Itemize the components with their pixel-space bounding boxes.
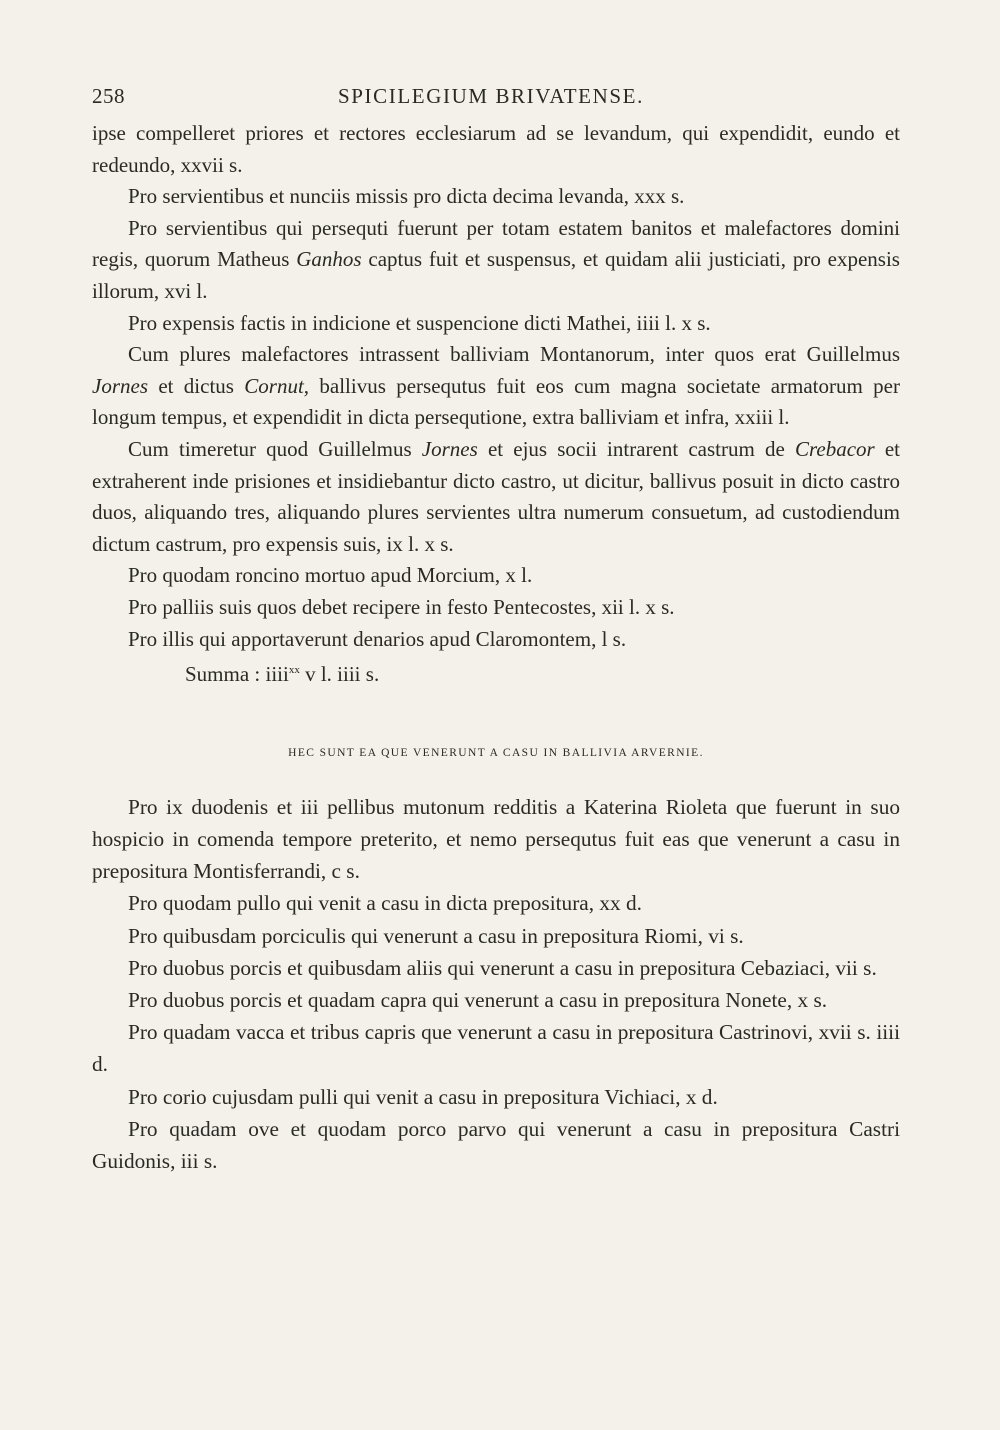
text-run: ballivus persequtus fuit eos cum magna societate armatorum per longum tempus, et expendidit in dicta persequtione, extra balliviam et infra, xxiii l. xyxy=(92,373,900,430)
text-run: Pro quadam ove et quodam porco parvo qui venerunt a casu in prepositura Castri Guidonis, iii s. xyxy=(92,1116,900,1173)
text-run: Pro duobus porcis et quibusdam aliis qui venerunt a casu in prepositura Cebaziaci, vii s. xyxy=(128,955,877,980)
text-run: ipse compelleret priores et rectores ecclesiarum ad se levandum, qui expendidit, eundo et redeundo, xxvii s. xyxy=(92,121,900,177)
italic-name: Crebacor xyxy=(794,436,875,461)
text-run: Pro quadam vacca et tribus capris que venerunt a casu in prepositura Castrinovi, xvii s. iiii d. xyxy=(92,1020,900,1077)
text-run: Pro corio cujusdam pulli qui venit a casu in prepositura Vichiaci, x d. xyxy=(128,1084,718,1109)
summa-line xyxy=(92,655,900,691)
casual-receipts-entries xyxy=(92,791,900,1177)
text-run: captus fuit et suspensus, et quidam alii justiciati, pro expensis illorum, xvi l. xyxy=(92,247,900,303)
text-run: Pro servientibus et nunciis missis pro dicta decima levanda, xxx s. xyxy=(128,184,685,209)
paragraph xyxy=(92,181,900,213)
paragraph xyxy=(92,308,900,340)
text-run: Cum plures malefactores intrassent balliviam Montanorum, inter quos erat Guillelmus xyxy=(128,342,900,367)
text-run: Pro palliis suis quos debet recipere in festo Pentecostes, xii l. x s. xyxy=(128,594,675,619)
paragraph xyxy=(92,339,900,434)
text-run: Cum timeretur quod Guillelmus xyxy=(128,436,422,461)
paragraph xyxy=(92,560,900,592)
text-run: Pro illis qui apportaverunt denarios apud Claromontem, l s. xyxy=(128,626,627,651)
page-header xyxy=(92,80,900,112)
paragraph xyxy=(92,920,900,952)
text-run: et extraherent inde prisiones et insidiebantur dicto castro, ut dicitur, ballivus posuit in dicto castro duos, aliquando tres, aliquando plures servientes ultra numerum consuetum, ad custodiendum dictum castrum, pro expensis suis, ix l. x s. xyxy=(92,436,901,556)
account-entries xyxy=(92,118,900,655)
summa-text: Summa : iiii xyxy=(185,662,289,687)
section-heading: HEC SUNT EA QUE VENERUNT A CASU IN BALLIVIA ARVERNIE. xyxy=(288,746,704,759)
paragraph xyxy=(92,434,900,560)
running-head: SPICILEGIUM BRIVATENSE. xyxy=(338,84,644,108)
italic-name: Cornut, xyxy=(244,373,310,398)
paragraph xyxy=(92,213,900,308)
summa-amount: v l. iiii s. xyxy=(299,662,380,687)
paragraph xyxy=(92,1016,900,1080)
text-run: Pro ix duodenis et iii pellibus mutonum redditis a Katerina Rioleta que fuerunt in suo hospicio in comenda tempore preterito, et nemo persequtus fuit eas que venerunt a casu in prepositura Montisferrandi, c s. xyxy=(92,794,900,884)
italic-name: Ganhos xyxy=(296,247,362,272)
text-run: Pro quibusdam porciculis qui venerunt a casu in prepositura Riomi, vi s. xyxy=(128,923,744,948)
page-number: 258 xyxy=(92,84,125,108)
italic-name: Jornes xyxy=(92,373,148,398)
text-run: Pro servientibus qui persequti fuerunt per totam estatem banitos et malefactores domini regis, quorum Matheus xyxy=(92,215,900,272)
paragraph xyxy=(92,1113,900,1177)
text-run: Pro expensis factis in indicione et suspencione dicti Mathei, iiii l. x s. xyxy=(128,310,711,335)
text-run: Pro quodam pullo qui venit a casu in dicta prepositura, xx d. xyxy=(128,891,642,916)
paragraph xyxy=(92,624,900,656)
summa-superscript: xx xyxy=(288,664,300,677)
paragraph xyxy=(92,984,900,1016)
text-run: et dictus xyxy=(148,373,245,398)
italic-name: Jornes xyxy=(421,436,478,461)
text-run: Pro quodam roncino mortuo apud Morcium, x l. xyxy=(128,563,533,588)
paragraph xyxy=(92,1081,900,1113)
paragraph xyxy=(92,952,900,984)
page-body xyxy=(92,118,900,1177)
paragraph xyxy=(92,887,900,919)
paragraph xyxy=(92,791,900,888)
paragraph xyxy=(92,592,900,624)
text-run: Pro duobus porcis et quadam capra qui venerunt a casu in prepositura Nonete, x s. xyxy=(128,987,828,1012)
paragraph xyxy=(92,118,900,181)
text-run: et ejus socii intrarent castrum de xyxy=(477,436,795,461)
